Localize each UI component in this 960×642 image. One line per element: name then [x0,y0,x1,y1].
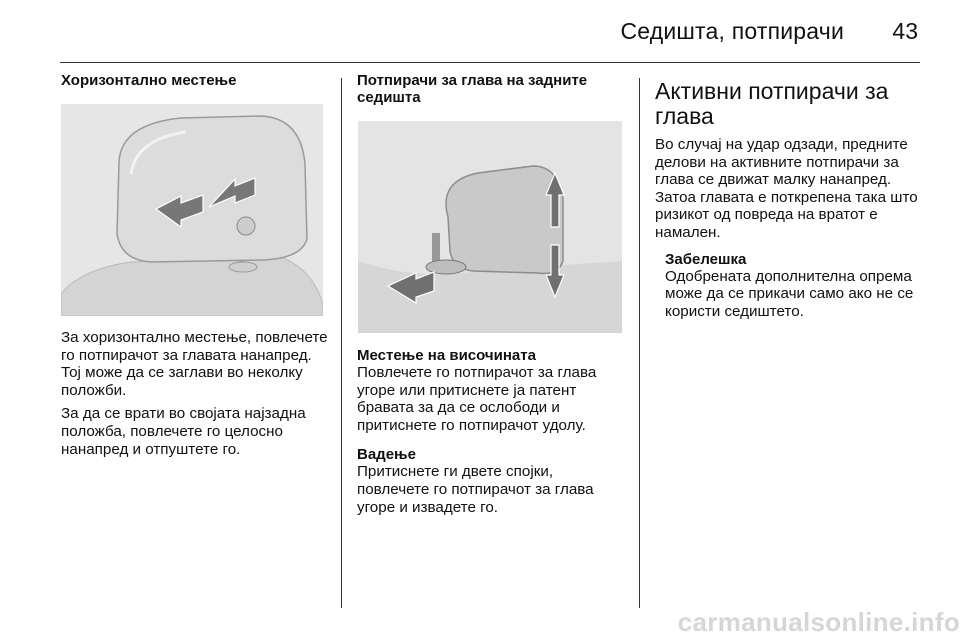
heading-height-adjustment: Местење на височината [357,347,536,364]
column-2 [357,72,622,106]
heading-horizontal-adjustment: Хоризонтално местење [61,72,237,89]
note-label: Забелешка [665,250,747,268]
paragraph-horizontal-1: За хоризонтално местење, повлечете го потпирачот за главата нанапред. Тој може да се заглави во неколку положби. [61,329,328,399]
column-divider-2 [639,78,640,608]
heading-removal: Вадење [357,446,416,464]
figure-rear-headrest [358,121,622,333]
page-header [60,0,920,63]
paragraph-active-headrests: Во случај на удар одзади, предните делови на активните потпирачи за глава се движат малку нанапред. Затоа главата е поткрепена така што ризикот од повреда на вратот е намален. [655,136,918,241]
footer-brand-watermark: carmanualsonline.info [677,607,960,637]
note-block [665,251,925,321]
heading-active-headrests: Активни потпирачи за глава [655,78,889,129]
page-number: 43 [892,18,918,44]
paragraph-height-adjustment: Повлечете го потпирачот за глава угоре или притиснете ја патент бравата за да се ослободи и притиснете го потпирачот удолу. [357,364,597,434]
figure-front-headrest [61,104,323,316]
note-text: Одобрената дополнителна опрема може да се прикачи само ако не се користи седиштето. [665,267,914,320]
column-1 [61,72,329,89]
column-1-text [61,329,331,458]
column-3 [655,79,925,320]
column-2-text [357,347,627,516]
paragraph-removal: Притиснете ги двете спојки, повлечете го потпирачот за глава угоре и извадете го. [357,463,594,516]
heading-rear-headrests: Потпирачи за глава на задните седишта [357,72,588,106]
paragraph-horizontal-2: За да се врати во својата најзадна положба, повлечете го целосно нанапред и отпуштете го. [61,405,306,458]
column-divider-1 [341,78,342,608]
section-title: Седишта, потпирачи [620,18,844,44]
